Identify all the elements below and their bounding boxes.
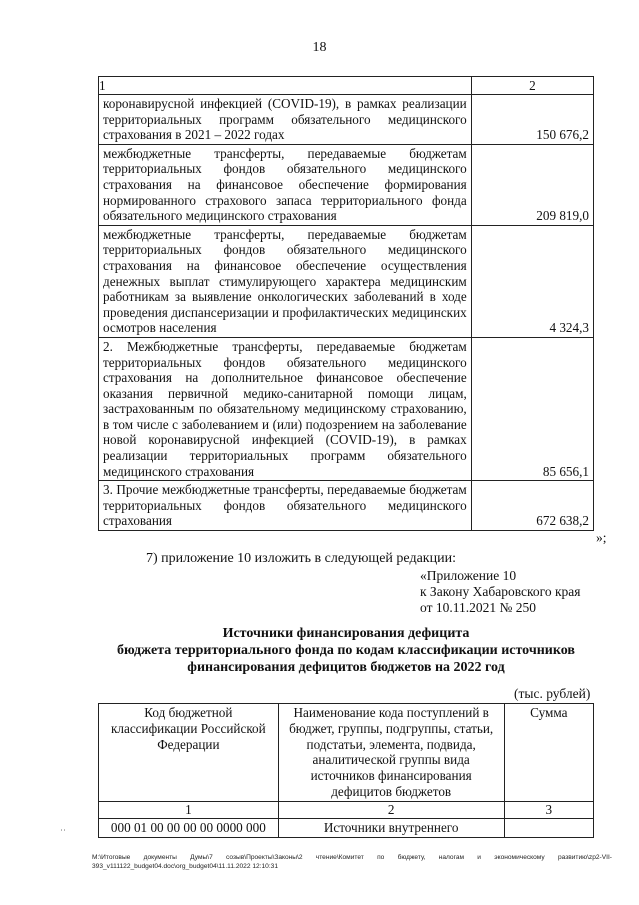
row-value: 209 819,0 xyxy=(471,144,593,225)
row-name-left: Источники xyxy=(323,819,386,835)
row-value: 4 324,3 xyxy=(471,225,593,337)
title-line-2: бюджета территориального фонда по кодам классификации источников xyxy=(117,643,575,658)
row-name xyxy=(278,818,504,837)
header-name: Наименование кода поступлений в бюджет, группы, подгруппы, статьи, подстатьи, элемента, подвида, аналитической группы вида источников финансирования дефицитов бюджетов xyxy=(278,704,504,802)
col-number-2: 2 xyxy=(278,801,504,818)
annex-line-2: к Закону Хабаровского края xyxy=(420,584,581,599)
row-text: 2. Межбюджетные трансферты, передаваемые бюджетам территориальных фондов обязательного медицинского страхования на дополнительное финансовое обеспечение оказания первичной медико-санитарной помощи лицам, застрахованным по обязательному медицинскому страхованию, в том числе с заболеванием и (или) подозрением на заболевание новой коронавирусной инфекцией (COVID-19), в рамках реализации территориальных программ обязательного медицинского страхования xyxy=(99,337,472,480)
sources-table xyxy=(98,703,594,838)
footer-path: M:\Итоговые документы Думы\7 созыв\Проекты\Законы\2 чтение\Комитет по бюджету, налогам и экономическому развитию\zp2-VII-393_v111122_budget04.doc\org_budget04\11.11.2022 12:10:31 xyxy=(92,854,612,870)
table-header-row xyxy=(99,77,594,95)
closing-quote: »; xyxy=(596,530,607,545)
title-line-1: Источники финансирования дефицита xyxy=(222,626,470,641)
page-number: 18 xyxy=(312,40,327,55)
transfers-table xyxy=(98,76,594,531)
paragraph-7: 7) приложение 10 изложить в следующей редакции: xyxy=(146,551,456,566)
scan-mark: ˙˙ xyxy=(60,828,66,838)
table-row xyxy=(99,337,594,480)
row-sum xyxy=(504,818,593,837)
row-value: 85 656,1 xyxy=(471,337,593,480)
row-value: 150 676,2 xyxy=(471,95,593,145)
row-name-wrap xyxy=(283,820,500,836)
col-number-1: 1 xyxy=(99,801,279,818)
annex-line-1: «Приложение 10 xyxy=(420,568,517,583)
table-row xyxy=(99,818,594,837)
row-text: коронавирусной инфекцией (COVID-19), в рамках реализации территориальных программ обязательного медицинского страхования в 2021 – 2022 годах xyxy=(99,95,472,145)
row-value: 672 638,2 xyxy=(471,481,593,531)
table-row xyxy=(99,95,594,145)
header-code: Код бюджетной классификации Российской Федерации xyxy=(99,704,279,802)
row-text: 3. Прочие межбюджетные трансферты, передаваемые бюджетам территориальных фондов обязательного медицинского страхования xyxy=(99,481,472,531)
col-number-3: 3 xyxy=(504,801,593,818)
annex-line-3: от 10.11.2021 № 250 xyxy=(420,600,536,615)
units-label: (тыс. рублей) xyxy=(514,686,591,701)
table-row xyxy=(99,144,594,225)
row-code: 000 01 00 00 00 00 0000 000 xyxy=(99,818,279,837)
annex-reference xyxy=(420,568,581,616)
header-col-1: 1 xyxy=(99,77,472,95)
document-title xyxy=(98,625,594,676)
table-row xyxy=(99,225,594,337)
table-row xyxy=(99,481,594,531)
table-header-row xyxy=(99,704,594,802)
row-text: межбюджетные трансферты, передаваемые бюджетам территориальных фондов обязательного медицинского страхования на финансовое обеспечение формирования нормированного страхового запаса территориального фонда обязательного медицинского страхования xyxy=(99,144,472,225)
header-sum: Сумма xyxy=(504,704,593,802)
column-numbers-row xyxy=(99,801,594,818)
header-col-2: 2 xyxy=(471,77,593,95)
row-name-right: внутреннего xyxy=(388,819,459,835)
title-line-3: финансирования дефицитов бюджетов на 2022 год xyxy=(187,660,505,675)
row-text: межбюджетные трансферты, передаваемые бюджетам территориальных фондов обязательного медицинского страхования на финансовое обеспечение осуществления денежных выплат стимулирующего характера медицинским работникам за выявление онкологических заболеваний в ходе проведения диспансеризации и профилактических медицинских осмотров населения xyxy=(99,225,472,337)
